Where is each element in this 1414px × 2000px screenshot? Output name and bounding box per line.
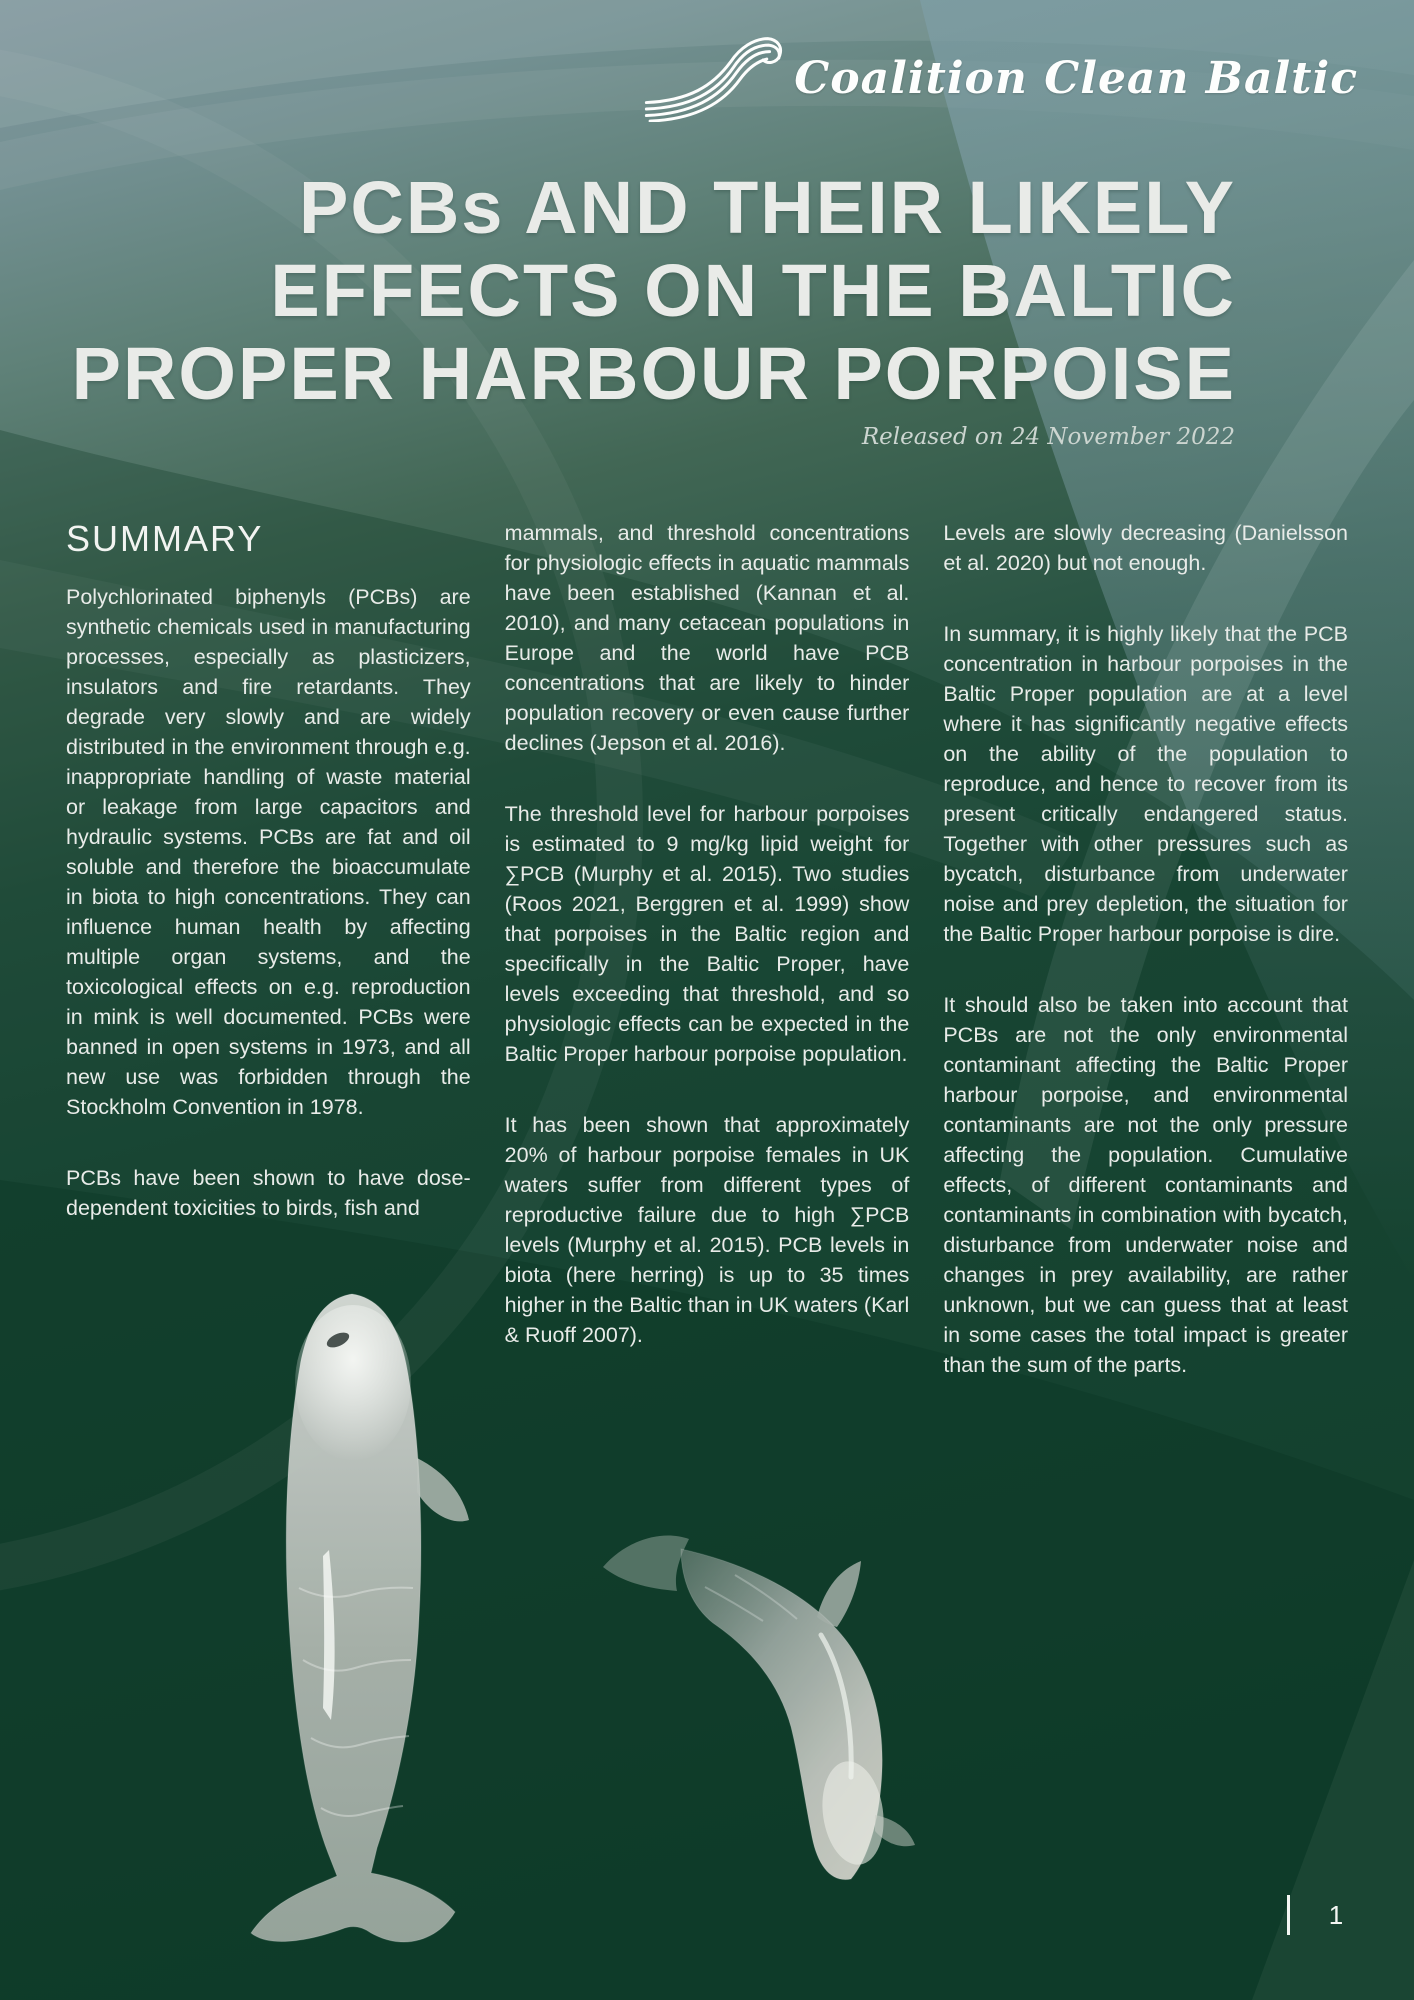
title-line-3: PROPER HARBOUR PORPOISE [71,332,1236,415]
porpoise-image-left [225,1288,480,1968]
paragraph: It should also be taken into account that PCBs are not the only environmental contaminant affecting the Baltic Proper harbour porpoise, and environmental contaminants are not the only pressure affecting the population. Cumulative effects, of different contaminants and contaminants in combination with bycatch, disturbance from underwater noise and changes in prey availability, are rather unknown, but we can guess that at least in some cases the total impact is greater than the sum of the parts. [943,993,1348,1377]
paragraph: Levels are slowly decreasing (Danielsson et al. 2020) but not enough. [943,521,1348,575]
release-date: Released on 24 November 2022 [861,424,1235,450]
paragraph: The threshold level for harbour porpoises is estimated to 9 mg/kg lipid weight for ∑PCB (Murphy et al. 2015). Two studies (Roos 2021, Berggren et al. 1999) show that porpoises in the Baltic region and specifically in the Baltic Proper, have levels exceeding that threshold, and so physiologic effects can be expected in the Baltic Proper harbour porpoise population. [504,802,910,1066]
porpoise-image-right [585,1515,985,1895]
summary-heading: SUMMARY [66,518,264,559]
title-line-1: PCBs AND THEIR LIKELY [299,166,1236,249]
paragraph: PCBs have been shown to have dose-dependent toxicities to birds, fish and [66,1166,471,1220]
wave-icon [644,34,784,122]
article-columns [66,518,1348,1421]
paragraph: mammals, and threshold concentrations for physiologic effects in aquatic mammals have been established (Kannan et al. 2010), and many cetacean populations in Europe and the world have PCB concentrations that are likely to hinder population recovery or even cause further declines (Jepson et al. 2016). [504,521,910,755]
title-line-2: EFFECTS ON THE BALTIC [270,249,1236,332]
text-column-2 [505,518,910,1421]
paragraph: It has been shown that approximately 20% of harbour porpoise females in UK waters suffer from different types of reproductive failure due to high ∑PCB levels (Murphy et al. 2015). PCB levels in biota (here herring) is up to 35 times higher in the Baltic than in UK waters (Karl & Ruoff 2007). [504,1113,910,1347]
paragraph: In summary, it is highly likely that the PCB concentration in harbour porpoises in the Baltic Proper population are at a level where it has significantly negative effects on the ability of the population to reproduce, and hence to recover from its present critically endangered status. Together with other pressures such as bycatch, disturbance from underwater noise and prey depletion, the situation for the Baltic Proper harbour porpoise is dire. [943,622,1348,946]
page-number-divider [1287,1895,1290,1935]
page-number: 1 [1328,1900,1344,1930]
report-title [0,166,1236,415]
logo [644,34,1358,122]
logo-text: Coalition Clean Baltic [794,52,1358,104]
text-column-3 [943,518,1348,1421]
text-column-1 [66,518,471,1421]
paragraph: Polychlorinated biphenyls (PCBs) are synthetic chemicals used in manufacturing processes, especially as plasticizers, insulators and fire retardants. They degrade very slowly and are widely distributed in the environment through e.g. inappropriate handling of waste material or leakage from large capacitors and hydraulic systems. PCBs are fat and oil soluble and therefore the bioaccumulate in biota to high concentrations. They can influence human health by affecting multiple organ systems, and the toxicological effects on e.g. reproduction in mink is well documented. PCBs were banned in open systems in 1973, and all new use was forbidden through the Stockholm Convention in 1978. [66,585,471,1119]
